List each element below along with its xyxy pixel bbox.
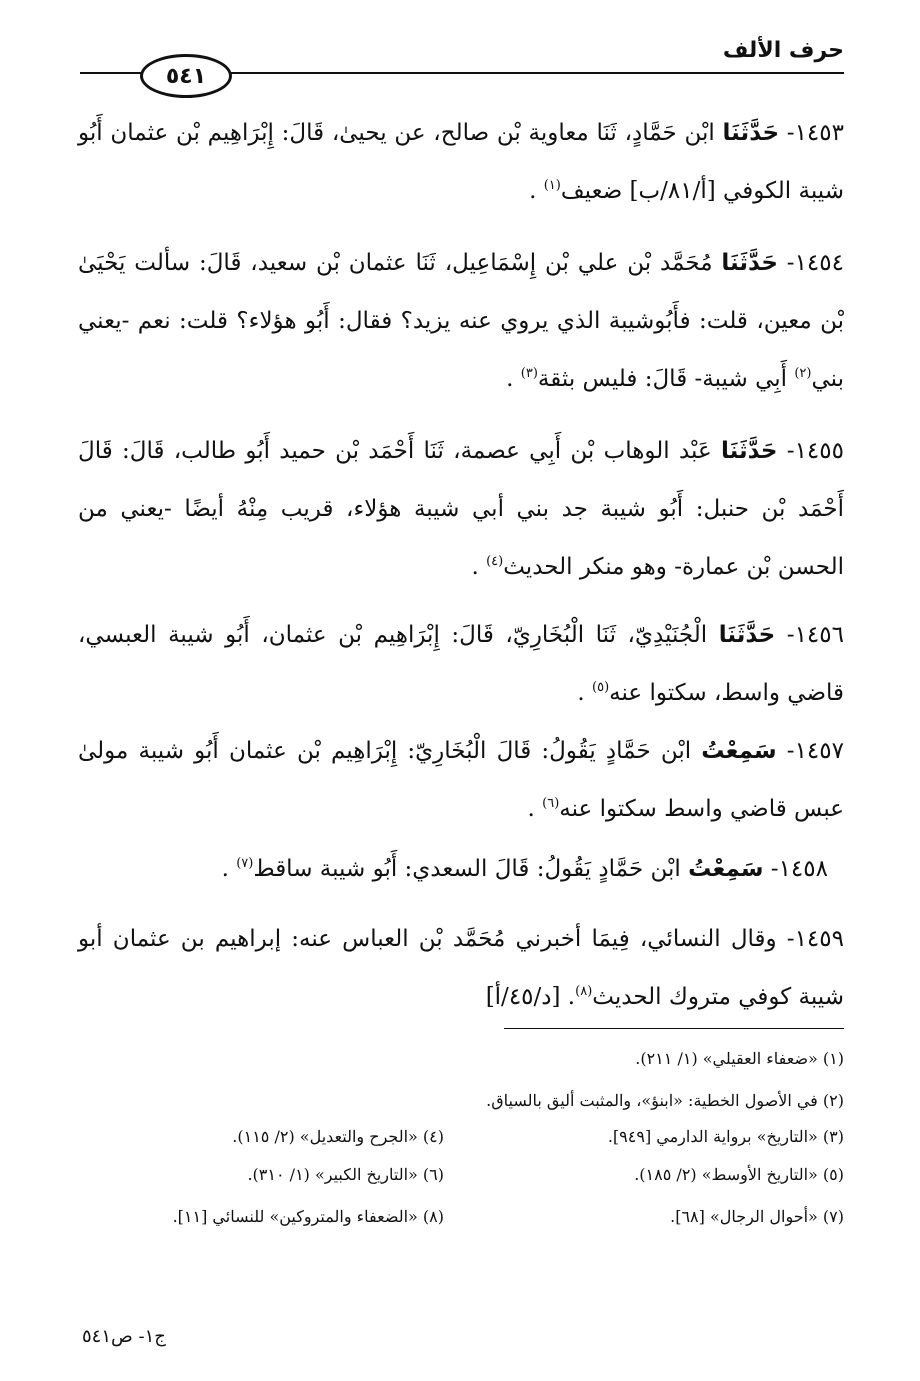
entry-1459 <box>78 910 844 1026</box>
entry-number: ١٤٥٤- <box>786 250 844 276</box>
footnote-2: (٢) في الأصول الخطية: «ابنؤ»، والمثبت أليق بالسياق. <box>486 1091 844 1110</box>
footnote-rule <box>504 1028 844 1029</box>
entry-number: ١٤٥٩- <box>786 926 844 952</box>
entry-1457 <box>78 722 844 838</box>
footnote-8: (٨) «الضعفاء والمتروكين» للنسائي [١١]. <box>172 1207 444 1226</box>
entry-text: مُحَمَّد بْن علي بْن إِسْمَاعِيل، ثَنَا عثمان بْن سعيد، قَالَ: سألت يَحْيَىٰ بْن معين، قلت: فأَبُوشيبة الذي يروي عنه يزيد؟ فقال: أَبُو هؤلاء؟ قلت: نعم -يعني بني <box>78 250 844 392</box>
footnote-ref[interactable]: (٤) <box>486 554 504 569</box>
entry-text-end: . <box>506 366 521 392</box>
footnote-ref[interactable]: (٨) <box>575 984 593 999</box>
footnote-ref[interactable]: (٦) <box>542 796 560 811</box>
entry-keyword: حَدَّثَنَا <box>722 120 780 146</box>
entry-number: ١٤٥٨- <box>770 856 828 882</box>
entry-keyword: سَمِعْتُ <box>688 856 764 882</box>
entry-1458 <box>78 840 828 898</box>
footnote-ref[interactable]: (٧) <box>236 856 254 871</box>
volume-page-reference: ج١- ص٥٤١ <box>82 1326 166 1347</box>
entry-1456 <box>78 606 844 722</box>
entry-text-end: . <box>471 554 487 580</box>
footnote-ref[interactable]: (١) <box>543 178 561 193</box>
footnote-1: (١) «ضعفاء العقيلي» (١/ ٢١١). <box>635 1049 844 1068</box>
footnote-3: (٣) «التاريخ» برواية الدارمي [٩٤٩]. <box>607 1127 844 1146</box>
entry-keyword: حَدَّثَنَا <box>718 622 776 648</box>
footnote-ref[interactable]: (٥) <box>592 680 610 695</box>
footnote-ref[interactable]: (٢) <box>794 366 812 381</box>
entry-1453 <box>78 104 844 220</box>
entry-keyword: حَدَّثَنَا <box>721 250 778 276</box>
entry-text-middle: أَبِي شيبة- قَالَ: فليس بثقة <box>537 366 795 392</box>
entry-text: وقال النسائي، فِيمَا أخبرني مُحَمَّد بْن العباس عنه: إبراهيم بن عثمان أبو شيبة كوفي متروك الحديث <box>78 926 844 1010</box>
entry-text-end: . <box>577 680 593 706</box>
header-title: حرف الألف <box>722 38 844 63</box>
footnote-5: (٥) «التاريخ الأوسط» (٢/ ١٨٥). <box>634 1165 844 1184</box>
entry-text: الْجُنَيْدِيّ، ثَنَا الْبُخَارِيّ، قَالَ: إِبْرَاهِيم بْن عثمان، أَبُو شيبة العبسي، قاضي واسط، سكتوا عنه <box>78 622 844 706</box>
entry-text: ابْن حَمَّادٍ يَقُولُ: قَالَ الْبُخَارِيّ: إِبْرَاهِيم بْن عثمان أَبُو شيبة مولىٰ عبس قاضي واسط سكتوا عنه <box>78 738 844 822</box>
footnote-4: (٤) «الجرح والتعديل» (٢/ ١١٥). <box>232 1127 444 1146</box>
entry-text-end: . <box>527 796 543 822</box>
entry-text-end: . <box>529 178 544 204</box>
entry-text-end: . <box>221 856 237 882</box>
entry-text-end: . [د/٤٥/أ] <box>485 984 576 1010</box>
footnote-6: (٦) «التاريخ الكبير» (١/ ٣١٠). <box>247 1165 444 1184</box>
entry-text: عَبْد الوهاب بْن أَبِي عصمة، ثَنَا أَحْمَد بْن حميد أَبُو طالب، قَالَ: قَالَ أَحْمَد بْن حنبل: أَبُو شيبة جد بني أبي شيبة هؤلاء، قريب مِنْهُ أيضًا -يعني من الحسن بْن عمارة- وهو منكر الحديث <box>78 438 844 580</box>
entry-number: ١٤٥٦- <box>786 622 844 648</box>
entry-number: ١٤٥٥- <box>786 438 844 464</box>
footnote-ref[interactable]: (٣) <box>520 366 538 381</box>
entry-keyword: سَمِعْتُ <box>701 738 777 764</box>
entry-number: ١٤٥٧- <box>786 738 844 764</box>
entry-text: ابْن حَمَّادٍ، ثَنَا معاوية بْن صالح، عن يحيىٰ، قَالَ: إِبْرَاهِيم بْن عثمان أَبُو شيبة الكوفي [أ/٨١/ب] ضعيف <box>78 120 844 204</box>
entry-text: ابْن حَمَّادٍ يَقُولُ: قَالَ السعدي: أَبُو شيبة ساقط <box>253 856 689 882</box>
entry-1455 <box>78 422 844 596</box>
page-number: ٥٤١ <box>140 54 232 98</box>
entry-keyword: حَدَّثَنَا <box>720 438 778 464</box>
entry-number: ١٤٥٣- <box>786 120 844 146</box>
footnote-7: (٧) «أحوال الرجال» [٦٨]. <box>670 1207 844 1226</box>
entry-1454 <box>78 234 844 408</box>
